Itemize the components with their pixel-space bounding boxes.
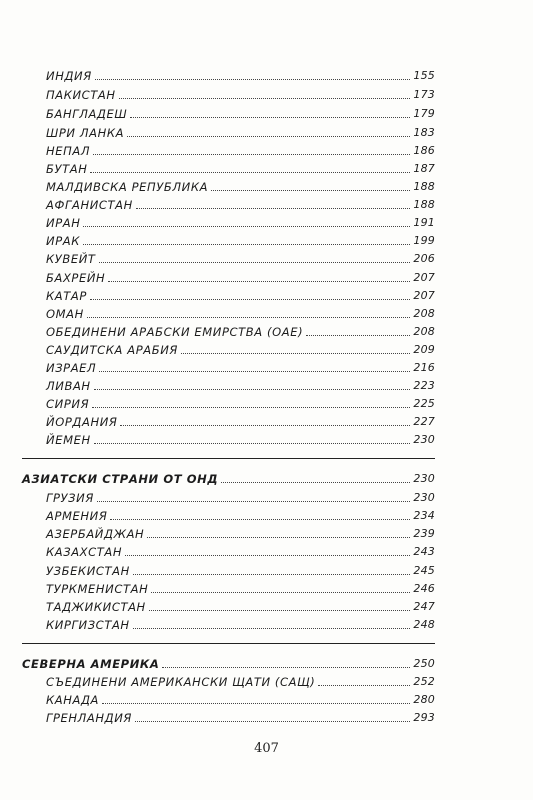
toc-entry-page: 239 — [413, 527, 435, 540]
toc-entry-page: 199 — [413, 234, 435, 247]
toc-entry-page: 186 — [413, 144, 435, 157]
toc-entry-label: КУВЕЙТ — [46, 252, 96, 266]
dot-leader — [90, 299, 411, 300]
toc-entry-page: 223 — [413, 379, 435, 392]
dot-leader — [130, 117, 410, 118]
toc-entry — [46, 411, 435, 429]
dot-leader — [149, 610, 411, 611]
toc-entry-page: 155 — [413, 69, 435, 82]
toc-entry — [46, 303, 435, 321]
toc-entry — [46, 212, 435, 230]
section-divider — [22, 643, 435, 644]
toc-entry-label: ЙОРДАНИЯ — [46, 415, 118, 429]
toc-entry-page: 230 — [413, 491, 435, 504]
toc-entry-label: КАТАР — [46, 289, 87, 303]
toc-entry-page: 208 — [413, 307, 435, 320]
dot-leader — [147, 537, 410, 538]
toc-entry-page: 208 — [413, 325, 435, 338]
toc-entry — [46, 194, 435, 212]
toc-entry-page: 227 — [413, 415, 435, 428]
dot-leader — [125, 555, 410, 556]
toc-section-heading — [22, 468, 435, 486]
toc-entry-page: 173 — [413, 88, 435, 101]
toc-entry-label: НЕПАЛ — [46, 144, 91, 158]
dot-leader — [108, 281, 410, 282]
toc-entry — [46, 596, 435, 614]
toc-entry — [46, 375, 435, 393]
dot-leader — [90, 172, 410, 173]
toc-entry — [46, 707, 435, 725]
dot-leader — [162, 667, 410, 668]
toc-entry — [46, 176, 435, 194]
toc-entry-label: ТУРКМЕНИСТАН — [46, 582, 149, 596]
toc-entry-label: ИРАН — [46, 216, 81, 230]
toc-entry — [46, 65, 435, 83]
dot-leader — [120, 425, 410, 426]
toc-entry-page: 191 — [413, 216, 435, 229]
dot-leader — [83, 244, 410, 245]
toc-entry-page: 252 — [413, 675, 435, 688]
toc-entry-page: 247 — [413, 600, 435, 613]
dot-leader — [99, 262, 411, 263]
dot-leader — [211, 190, 410, 191]
toc-entry — [46, 230, 435, 248]
toc-entry-page: 206 — [413, 252, 435, 265]
dot-leader — [83, 226, 410, 227]
dot-leader — [99, 371, 410, 372]
dot-leader — [133, 628, 411, 629]
toc-entry-label: ГРУЗИЯ — [46, 491, 94, 505]
toc-entry-label: ШРИ ЛАНКА — [46, 126, 125, 140]
toc-entry — [46, 103, 435, 121]
toc-entry-label: БУТАН — [46, 162, 88, 176]
toc-entry — [46, 614, 435, 632]
toc-entry — [46, 541, 435, 559]
toc-entry-page: 243 — [413, 545, 435, 558]
toc-entry-label: АЗЕРБАЙДЖАН — [46, 527, 145, 541]
dot-leader — [318, 685, 410, 686]
toc-entry-label: ОМАН — [46, 307, 84, 321]
dot-leader — [102, 703, 410, 704]
dot-leader — [181, 353, 410, 354]
dot-leader — [110, 519, 410, 520]
dot-leader — [133, 574, 411, 575]
toc-entry — [46, 158, 435, 176]
toc-entry-page: 234 — [413, 509, 435, 522]
toc-entry — [46, 285, 435, 303]
toc-entry — [46, 267, 435, 285]
toc-section-page: 230 — [413, 472, 435, 485]
toc-entry-label: БАХРЕЙН — [46, 271, 106, 285]
toc-entry-page: 207 — [413, 271, 435, 284]
toc-entry-label: ОБЕДИНЕНИ АРАБСКИ ЕМИРСТВА (ОАЕ) — [46, 325, 304, 339]
dot-leader — [93, 154, 410, 155]
toc-entry-label: ИРАК — [46, 234, 80, 248]
toc-entry — [46, 671, 435, 689]
page-number: 407 — [254, 741, 279, 756]
dot-leader — [94, 443, 411, 444]
toc-section-title: АЗИАТСКИ СТРАНИ ОТ ОНД — [22, 472, 219, 486]
toc-entry — [46, 505, 435, 523]
section-divider — [22, 458, 435, 459]
toc-entry-label: ПАКИСТАН — [46, 88, 116, 102]
dot-leader — [95, 79, 411, 80]
toc-entry — [46, 523, 435, 541]
toc-entry-page: 187 — [413, 162, 435, 175]
dot-leader — [97, 501, 410, 502]
toc-entry-label: ЙЕМЕН — [46, 433, 91, 447]
toc-entry-page: 245 — [413, 564, 435, 577]
dot-leader — [136, 208, 411, 209]
toc-entry-label: ИЗРАЕЛ — [46, 361, 97, 375]
toc-section-heading — [22, 653, 435, 671]
toc-entry-label: СИРИЯ — [46, 397, 90, 411]
toc-entry-label: СЪЕДИНЕНИ АМЕРИКАНСКИ ЩАТИ (САЩ) — [46, 675, 316, 689]
dot-leader — [151, 592, 410, 593]
toc-entry-label: КИРГИЗСТАН — [46, 618, 130, 632]
toc-entry-page: 188 — [413, 180, 435, 193]
dot-leader — [119, 98, 411, 99]
toc-entry-label: УЗБЕКИСТАН — [46, 564, 130, 578]
toc-entry — [46, 122, 435, 140]
toc-entry — [46, 578, 435, 596]
toc-entry-label: САУДИТСКА АРАБИЯ — [46, 343, 178, 357]
toc-entry — [46, 357, 435, 375]
dot-leader — [221, 482, 410, 483]
toc-entry-page: 280 — [413, 693, 435, 706]
toc-entry — [46, 393, 435, 411]
toc-entry-label: КАЗАХСТАН — [46, 545, 123, 559]
toc-entry-page: 293 — [413, 711, 435, 724]
toc-section-title: СЕВЕРНА АМЕРИКА — [22, 657, 160, 671]
toc-entry-page: 188 — [413, 198, 435, 211]
toc-entry-page: 248 — [413, 618, 435, 631]
toc-entry-label: ИНДИЯ — [46, 69, 92, 83]
dot-leader — [306, 335, 410, 336]
dot-leader — [135, 721, 410, 722]
toc-entry-label: АРМЕНИЯ — [46, 509, 108, 523]
dot-leader — [92, 407, 410, 408]
dot-leader — [94, 389, 411, 390]
toc-entry-page: 246 — [413, 582, 435, 595]
toc-entry-page: 225 — [413, 397, 435, 410]
toc-entry-page: 209 — [413, 343, 435, 356]
toc-entry-page: 179 — [413, 107, 435, 120]
toc-entry — [46, 321, 435, 339]
toc-entry — [46, 560, 435, 578]
toc-section-page: 250 — [413, 657, 435, 670]
toc-entry-page: 230 — [413, 433, 435, 446]
dot-leader — [127, 136, 410, 137]
toc-entry-label: ГРЕНЛАНДИЯ — [46, 711, 132, 725]
toc-entry — [46, 689, 435, 707]
toc-entry-label: МАЛДИВСКА РЕПУБЛИКА — [46, 180, 209, 194]
toc-entry-page: 183 — [413, 126, 435, 139]
toc-entry-label: БАНГЛАДЕШ — [46, 107, 128, 121]
toc-entry-page: 216 — [413, 361, 435, 374]
toc-entry-label: ТАДЖИКИСТАН — [46, 600, 146, 614]
toc-entry — [46, 429, 435, 447]
toc-entry — [46, 248, 435, 266]
toc-entry — [46, 339, 435, 357]
dot-leader — [87, 317, 411, 318]
toc-entry-label: ЛИВАН — [46, 379, 91, 393]
toc-entry — [46, 140, 435, 158]
toc-entry — [46, 487, 435, 505]
toc-entry-label: КАНАДА — [46, 693, 99, 707]
toc-entry-page: 207 — [413, 289, 435, 302]
toc-entry — [46, 84, 435, 102]
toc-entry-label: АФГАНИСТАН — [46, 198, 133, 212]
